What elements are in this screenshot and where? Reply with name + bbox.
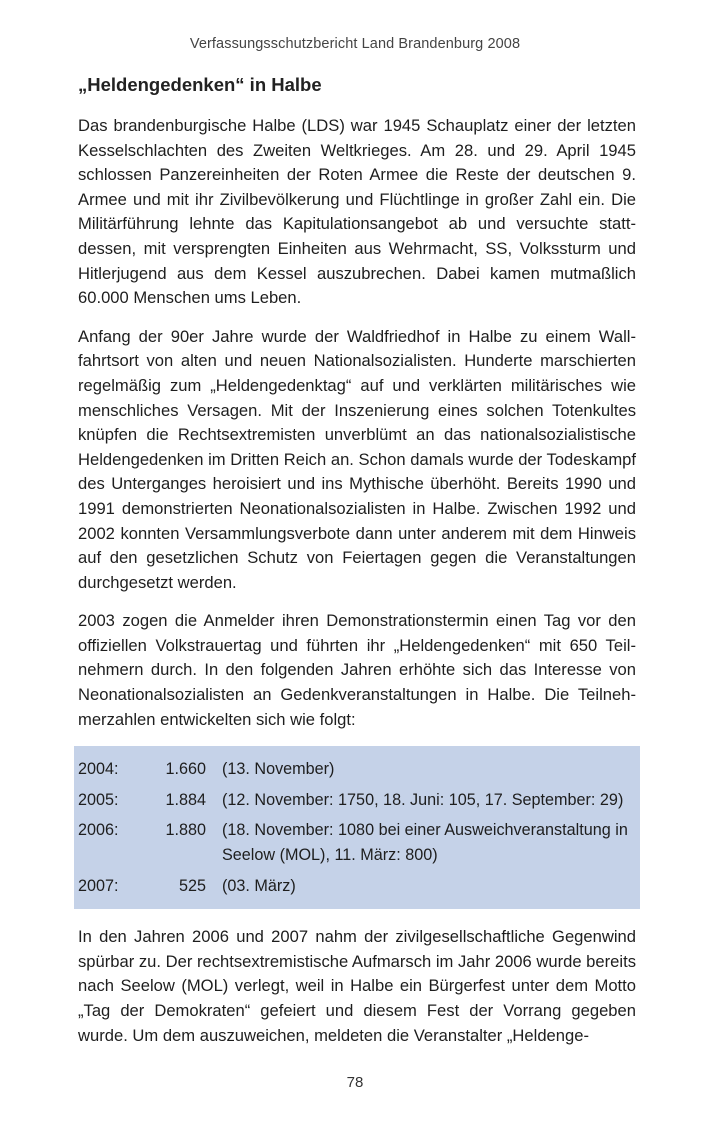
paragraph-halbe-history: Das brandenburgische Halbe (LDS) war 1945 Schauplatz einer der letzten Kesselschlachten des Zweiten Weltkrieges. Am 28. und 29. April 1945 schlossen Panzereinheiten der Roten Armee die Reste der deutschen 9. Armee und mit ihr Zivilbevölkerung und Flüchtlinge in großer Zahl ein. Die Militärführung lehnte das Kapitulationsangebot ab und versuchte stattdessen, mit versprengten Einheiten aus Wehrmacht, SS, Volkssturm und Hitlerjugend aus dem Kessel auszubrechen. Dabei kamen mutmaßlich 60.000 Menschen ums Leben. xyxy=(78,116,636,308)
stats-count: 525 xyxy=(178,876,206,895)
stats-row xyxy=(78,815,636,870)
running-header: Verfassungsschutzbericht Land Brandenburg 2008 xyxy=(189,36,521,52)
participant-stats-box xyxy=(74,746,640,909)
paragraph-counter-movement: In den Jahren 2006 und 2007 nahm der zivilgesellschaftliche Gegenwind spürbar zu. Der rechtsextremistische Aufmarsch im Jahr 2006 wurde bereits nach Seelow (MOL) verlegt, weil in Halbe ein Bürgerfest unter dem Motto „Tag der Demokraten“ gefeiert und diesem Fest der Vorrang gegeben wurde. Um dem auszuweichen, meldeten die Veranstalter „Heldenge- xyxy=(78,927,636,1045)
stats-detail: (18. November: 1080 bei einer Ausweichveranstaltung in Seelow (MOL), 11. März: 800) xyxy=(222,821,628,865)
stats-count: 1.884 xyxy=(165,790,206,809)
page-number: 78 xyxy=(346,1074,364,1091)
stats-year: 2006: xyxy=(78,821,119,840)
paragraph-pilgrimage: Anfang der 90er Jahre wurde der Waldfriedhof in Halbe zu einem Wallfahrtsort von alten und neuen Nationalsozialisten. Hunderte marschierten regelmäßig zum „Heldengedenktag“ auf und verklärten militärisches wie menschliches Versagen. Mit der Inszenierung eines solchen Totenkultes knüpfen die Rechtsextremisten unverblümt an das nationalsozialistische Heldengedenken im Dritten Reich an. Schon damals wurde der Todeskampf des Unterganges heroisiert und ins Mythische überhöht. Bereits 1990 und 1991 demonstrierten Neonationalsozialisten in Halbe. Zwischen 1992 und 2002 konnten Versammlungsverbote dann unter anderem mit dem Hinweis auf den gesetzlichen Schutz von Feiertagen gegen die Veranstaltungen durchgesetzt werden. xyxy=(78,326,636,592)
stats-count: 1.660 xyxy=(165,760,206,779)
stats-year: 2005: xyxy=(78,790,119,809)
stats-year: 2007: xyxy=(78,876,119,895)
stats-detail: (03. März) xyxy=(222,876,296,895)
section-title: „Heldengedenken“ in Halbe xyxy=(78,74,322,95)
page-content xyxy=(78,74,636,1062)
stats-row xyxy=(78,785,636,816)
stats-detail: (13. November) xyxy=(222,760,335,779)
stats-row xyxy=(78,871,636,902)
paragraph-participants-intro: 2003 zogen die Anmelder ihren Demonstrationstermin einen Tag vor den offiziellen Volkstrauertag und führten ihr „Heldengedenken“ mit 650 Teilnehmern durch. In den folgenden Jahren erhöhte sich das Interesse von Neonationalsozialisten an Gedenkveranstaltungen in Halbe. Die Teilnehmerzahlen entwickelten sich wie folgt: xyxy=(78,611,636,729)
stats-row xyxy=(78,754,636,785)
stats-detail: (12. November: 1750, 18. Juni: 105, 17. September: 29) xyxy=(222,790,624,809)
stats-year: 2004: xyxy=(78,760,119,779)
stats-count: 1.880 xyxy=(165,821,206,840)
